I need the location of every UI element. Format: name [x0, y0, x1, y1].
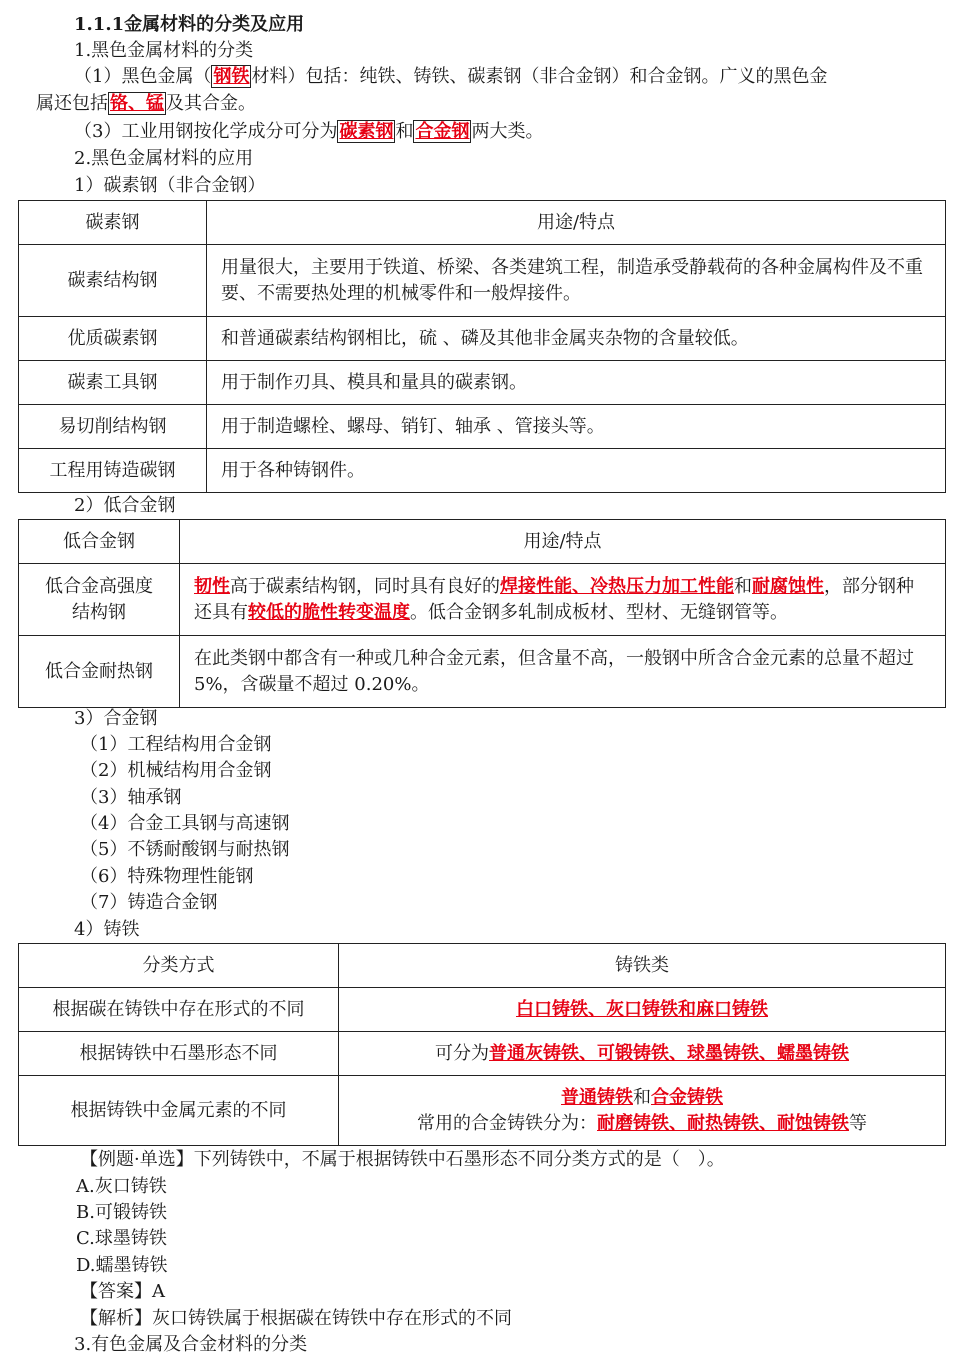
table-header: 用途/特点 [207, 201, 946, 245]
cast-iron-table [18, 943, 946, 1146]
subheading-alloy-steel: 3）合金钢 [74, 708, 158, 729]
keyword-chromium-manganese: 铬、锰 [110, 93, 164, 114]
keyword-steel-iron: 钢铁 [213, 66, 250, 87]
keyword-welding-performance: 焊接性能、冷热压力加工性能 [500, 575, 734, 597]
keyword-alloy-cast-iron: 合金铸铁 [651, 1086, 723, 1108]
heading-ferrous-classification: 1.黑色金属材料的分类 [74, 40, 254, 61]
table-header-row [19, 944, 946, 988]
usage-cell: 用量很大，主要用于铁道、桥梁、各类建筑工程，制造承受静载荷的各种金属构件及不重要、不需要热处理的机械零件和一般焊接件。 [207, 245, 946, 317]
text: 等 [849, 1112, 867, 1134]
usage-cell [180, 564, 946, 636]
steel-type-cell [19, 564, 180, 636]
table-row [19, 564, 946, 636]
table-row [19, 1032, 946, 1076]
cast-iron-type-cell [339, 1076, 946, 1146]
text: 和 [633, 1086, 651, 1108]
keyword-toughness: 韧性 [194, 575, 230, 597]
text: （1）黑色金属（ [74, 66, 212, 87]
answer: 【答案】A [80, 1281, 165, 1302]
text: 及其合金。 [166, 93, 256, 114]
subheading-carbon-steel: 1）碳素钢（非合金钢） [74, 175, 266, 196]
table-row [19, 449, 946, 493]
keyword-corrosion-resistance: 耐腐蚀性 [752, 575, 824, 597]
list-item: （4）合金工具钢与高速钢 [80, 813, 290, 834]
text: 属还包括 [36, 93, 108, 114]
table-header: 用途/特点 [180, 520, 946, 564]
text: 两大类。 [471, 121, 544, 142]
steel-type-cell: 碳素结构钢 [19, 245, 207, 317]
table-row [19, 988, 946, 1032]
heading-nonferrous: 3.有色金属及合金材料的分类 [74, 1334, 308, 1355]
steel-type-cell: 优质碳素钢 [19, 317, 207, 361]
text: 可分为 [435, 1042, 489, 1064]
list-item: （3）轴承钢 [80, 787, 182, 808]
cast-iron-type-cell [339, 988, 946, 1032]
cast-iron-type-cell [339, 1032, 946, 1076]
list-item: （6）特殊物理性能钢 [80, 866, 254, 887]
classification-cell: 根据铸铁中石墨形态不同 [19, 1032, 339, 1076]
table-header: 铸铁类 [339, 944, 946, 988]
text: 和 [395, 121, 414, 142]
usage-cell: 用于制作刃具、模具和量具的碳素钢。 [207, 361, 946, 405]
table-row [19, 1076, 946, 1146]
usage-cell: 和普通碳素结构钢相比，硫 、磷及其他非金属夹杂物的含量较低。 [207, 317, 946, 361]
option-b: B.可锻铸铁 [76, 1202, 167, 1223]
keyword-carbon-form-types: 白口铸铁、灰口铸铁和麻口铸铁 [516, 998, 768, 1020]
table-header-row [19, 520, 946, 564]
keyword-graphite-form-types: 普通灰铸铁、可锻铸铁、球墨铸铁、蠕墨铸铁 [489, 1042, 849, 1064]
option-a: A.灰口铸铁 [76, 1176, 167, 1197]
steel-type-cell: 低合金耐热钢 [19, 636, 180, 708]
table-row [19, 361, 946, 405]
analysis: 【解析】灰口铸铁属于根据碳在铸铁中存在形式的不同 [80, 1308, 512, 1329]
classification-cell: 根据碳在铸铁中存在形式的不同 [19, 988, 339, 1032]
steel-type-cell: 工程用铸造碳钢 [19, 449, 207, 493]
table-row [19, 317, 946, 361]
cell-line [353, 1111, 931, 1137]
heading-ferrous-application: 2.黑色金属材料的应用 [74, 148, 254, 169]
usage-cell: 在此类钢中都含有一种或几种合金元素，但含量不高，一般钢中所含合金元素的总量不超过 5%，含碳量不超过 0.20%。 [180, 636, 946, 708]
usage-cell: 用于各种铸钢件。 [207, 449, 946, 493]
option-d: D.蠕墨铸铁 [76, 1255, 168, 1276]
classification-cell: 根据铸铁中金属元素的不同 [19, 1076, 339, 1146]
steel-type-cell: 易切削结构钢 [19, 405, 207, 449]
keyword-alloy-cast-iron-types: 耐磨铸铁、耐热铸铁、耐蚀铸铁 [597, 1112, 849, 1134]
steel-type-line: 低合金高强度 [45, 575, 153, 597]
cell-line [353, 1085, 931, 1111]
table-header: 碳素钢 [19, 201, 207, 245]
table-header: 低合金钢 [19, 520, 180, 564]
text: 材料）包括：纯铁、铸铁、碳素钢（非合金钢）和合金钢。广义的黑色金 [251, 66, 828, 87]
text: 和 [734, 575, 752, 597]
paragraph-ferrous-1 [74, 64, 827, 90]
steel-type-cell: 碳素工具钢 [19, 361, 207, 405]
section-title: 1.1.1金属材料的分类及应用 [74, 14, 305, 35]
keyword-brittle-transition: 较低的脆性转变温度 [248, 601, 410, 623]
list-item: （7）铸造合金钢 [80, 892, 218, 913]
table-row [19, 245, 946, 317]
table-header-row [19, 201, 946, 245]
table-row [19, 636, 946, 708]
table-header: 分类方式 [19, 944, 339, 988]
list-item: （5）不锈耐酸钢与耐热钢 [80, 839, 290, 860]
list-item: （2）机械结构用合金钢 [80, 760, 272, 781]
text: 。低合金钢多轧制成板材、型材、无缝钢管等。 [410, 601, 788, 623]
paragraph-ferrous-3 [74, 119, 543, 145]
list-item: （1）工程结构用合金钢 [80, 734, 272, 755]
subheading-low-alloy-steel: 2）低合金钢 [74, 495, 176, 516]
keyword-ordinary-cast-iron: 普通铸铁 [561, 1086, 633, 1108]
paragraph-ferrous-1-cont [36, 91, 256, 117]
option-c: C.球墨铸铁 [76, 1228, 167, 1249]
steel-type-line: 结构钢 [72, 601, 126, 623]
keyword-carbon-steel: 碳素钢 [339, 121, 394, 142]
low-alloy-steel-table [18, 519, 946, 708]
text: 高于碳素结构钢，同时具有良好的 [230, 575, 500, 597]
subheading-cast-iron: 4）铸铁 [74, 919, 140, 940]
example-question: 【例题·单选】下列铸铁中，不属于根据铸铁中石墨形态不同分类方式的是（ ）。 [80, 1149, 725, 1170]
table-row [19, 405, 946, 449]
text: ，部分钢种还具有 [194, 575, 914, 623]
keyword-alloy-steel: 合金钢 [415, 121, 470, 142]
text: （3）工业用钢按化学成分可分为 [74, 121, 338, 142]
usage-cell: 用于制造螺栓、螺母、销钉、轴承 、管接头等。 [207, 405, 946, 449]
text: 常用的合金铸铁分为： [417, 1112, 597, 1134]
carbon-steel-table [18, 200, 946, 493]
